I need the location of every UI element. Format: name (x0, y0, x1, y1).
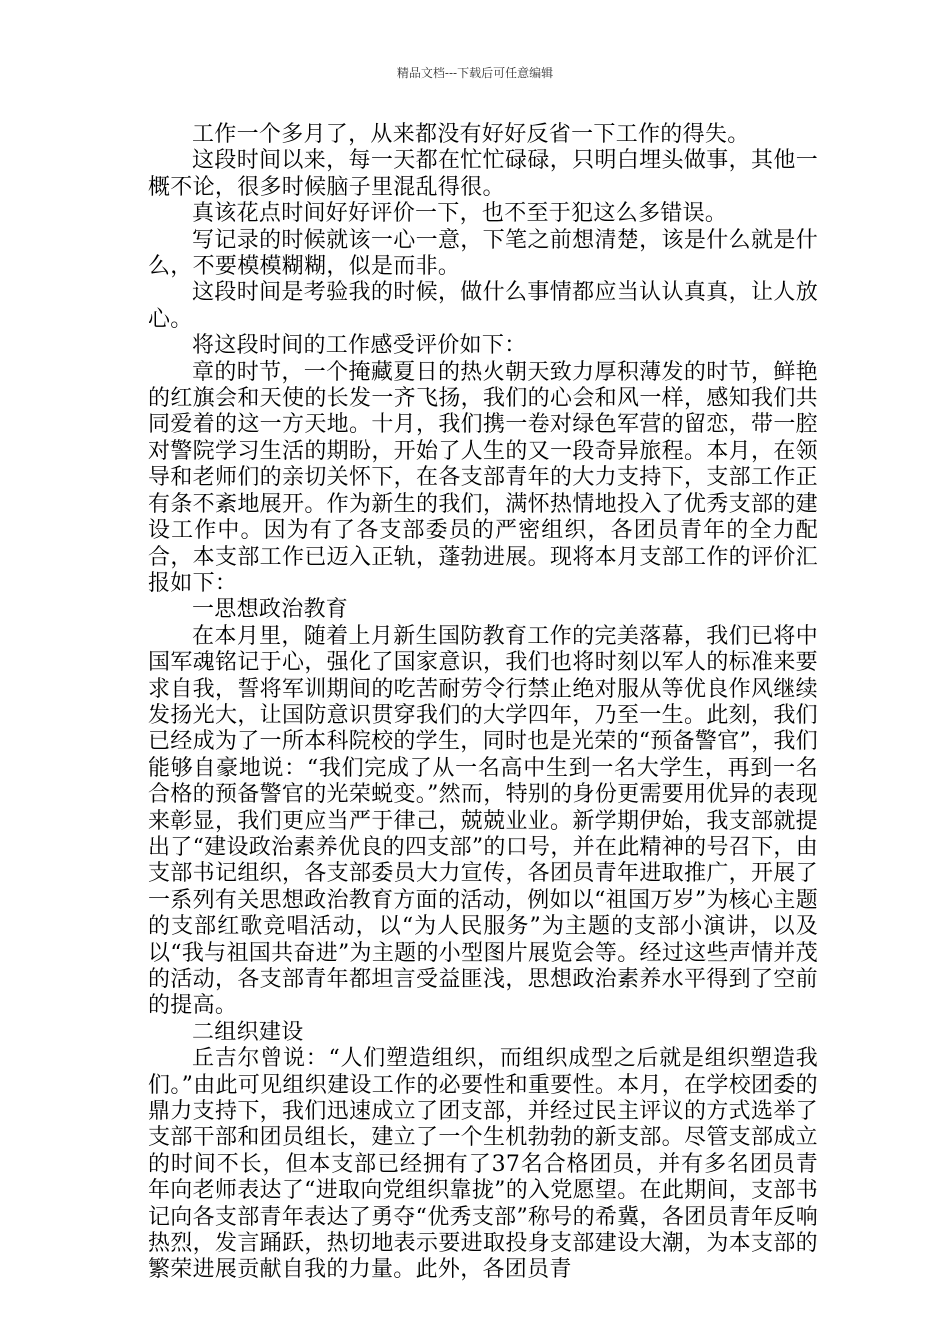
paragraph: 章的时节，一个掩藏夏日的热火朝天致力厚积薄发的时节，鲜艳的红旗会和天使的长发一齐飞扬，我们的心会和风一样，感知我们共同爱着的这一方天地。十月，我们携一卷对绿色军营的留恋，带一腔对警院学习生活的期盼，开始了人生的又一段奇异旅程。本月，在领导和老师们的亲切关怀下，在各支部青年的大力支持下，支部工作正有条不紊地展开。作为新生的我们，满怀热情地投入了优秀支部的建设工作中。因为有了各支部委员的严密组织，各团员青年的全力配合，本支部工作已迈入正轨，蓬勃进展。现将本月支部工作的评价汇报如下： (148, 359, 818, 596)
paragraph: 这段时间是考验我的时候，做什么事情都应当认认真真，让人放心。 (148, 280, 818, 332)
document-body (148, 122, 818, 1284)
section-heading: 一思想政治教育 (192, 597, 349, 623)
page-header: 精品文档---下载后可任意编辑 (396, 66, 554, 80)
paragraph: 工作一个多月了，从来都没有好好反省一下工作的得失。 (192, 122, 750, 147)
paragraph: 将这段时间的工作感受评价如下： (192, 333, 527, 359)
paragraph: 在本月里，随着上月新生国防教育工作的完美落幕，我们已将中国军魂铭记于心，强化了国家意识，我们也将时刻以军人的标准来要求自我，誓将军训期间的吃苦耐劳令行禁止绝对服从等优良作风继续发扬光大，让国防意识贯穿我们的大学四年，乃至一生。此刻，我们已经成为了一所本科院校的学生，同时也是光荣的“预备警官”，我们能够自豪地说：“我们完成了从一名高中生到一名大学生，再到一名合格的预备警官的光荣蜕变。”然而，特别的身份更需要用优异的表现来彰显，我们更应当严于律己，兢兢业业。新学期伊始，我支部就提出了“建设政治素养优良的四支部”的口号，并在此精神的号召下，由支部书记组织，各支部委员大力宣传，各团员青年进取推广，开展了一系列有关思想政治教育方面的活动，例如以“祖国万岁”为核心主题的支部红歌竞唱活动，以“为人民服务”为主题的支部小演讲，以及以“我与祖国共奋进”为主题的小型图片展览会等。经过这些声情并茂的活动，各支部青年都坦言受益匪浅，思想政治素养水平得到了空前的提高。 (148, 623, 818, 1019)
paragraph: 写记录的时候就该一心一意，下笔之前想清楚，该是什么就是什么，不要模模糊糊，似是而非。 (148, 227, 818, 280)
paragraph: 真该花点时间好好评价一下，也不至于犯这么多错误。 (192, 201, 728, 227)
section-heading: 二组织建设 (192, 1019, 304, 1045)
paragraph: 这段时间以来，每一天都在忙忙碌碌，只明白埋头做事，其他一概不论，很多时候脑子里混乱得很。 (148, 148, 818, 200)
paragraph: 丘吉尔曾说：“人们塑造组织，而组织成型之后就是组织塑造我们。”由此可见组织建设工作的必要性和重要性。本月，在学校团委的鼎力支持下，我们迅速成立了团支部，并经过民主评议的方式选举了支部干部和团员组长，建立了一个生机勃勃的新支部。尽管支部成立的时间不长，但本支部已经拥有了37名合格团员，并有多名团员青年向老师表达了“进取向党组织靠拢”的入党愿望。在此期间，支部书记向各支部青年表达了勇夺“优秀支部”称号的希冀，各团员青年反响热烈，发言踊跃，热切地表示要进取投身支部建设大潮，为本支部的繁荣进展贡献自我的力量。此外，各团员青 (148, 1046, 818, 1283)
